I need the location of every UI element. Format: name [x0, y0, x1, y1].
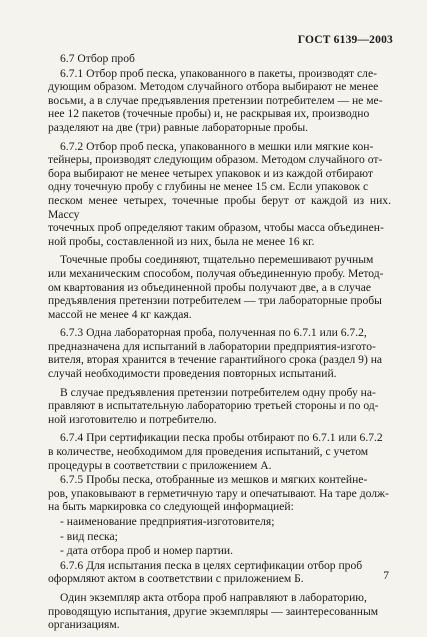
paragraph-6-7-2: 6.7.2 Отбор проб песка, упакованного в мешки или мягкие кон- тейнеры, производят следующим образом. Методом случайного от- бора выбирают не менее четырех упаковок и из каждой отбирают одну точечную пробу с глубины не менее 15 см. Если упаковок с песком менее четырех, точечные пробы берут от каждой из них. Массу точечных проб определяют таким образом, чтобы масса объединен- ной пробы, составленной из них, была не менее 16 кг.: [48, 139, 391, 248]
paragraph-6-7-5: 6.7.5 Пробы песка, отобранные из мешков и мягких контейне- ров, упаковывают в герметичную тару и опечатывают. На таре долж- на быть маркировка со следующей информацией:: [48, 473, 389, 514]
paragraph-claim-case: В случае предъявления претензии потребителем одну пробу на- правляют в испытательную лабораторию третьей стороны и по од- ной изготовителю и потребителю.: [48, 385, 379, 426]
document-body: [48, 52, 391, 637]
paragraph-6-7-6: 6.7.6 Для испытания песка в целях сертификации отбор проб оформляют актом в соответствии с приложением Б.: [48, 558, 363, 586]
paragraph-6-7-4: 6.7.4 При сертификации песка пробы отбирают по 6.7.1 или 6.7.2 в количестве, необходимом для проведения испытаний, с учетом процедуры в соответствии с приложением А.: [48, 431, 383, 472]
paragraph-point-samples: Точечные пробы соединяют, тщательно перемешивают ручным или механическим способом, получая объединенную пробу. Метод- ом квартования из объединенной пробы получают две, а в случае предъявления претензии потребителем — три лабораторные пробы массой не менее 4 кг каждая.: [48, 253, 384, 321]
paragraph-6-7-1: 6.7.1 Отбор проб песка, упакованного в пакеты, производят сле- дующим образом. Методом случайного отбора выбирают не менее восьми, а в случае предъявления претензии потребителем — не ме- нее 12 пакетов (точечные пробы) и, не раскрывая их, производно разделяют на две (три) равные лабораторные пробы.: [48, 66, 383, 134]
list-item: - дата отбора проб и номер партии.: [60, 544, 234, 558]
list-item: - вид песка;: [60, 529, 118, 543]
section-heading: 6.7 Отбор проб: [60, 52, 135, 65]
paragraph-6-7-3: 6.7.3 Одна лабораторная проба, полученная по 6.7.1 или 6.7.2, предназначена для испытаний в лаборатории предприятия-изгото- вителя, вторая хранится в течение гарантийного срока (раздел 9) на случай необходимости проведения повторных испытаний.: [48, 326, 383, 381]
page-number: 7: [383, 570, 389, 582]
document-code-header: ГОСТ 6139—2003: [297, 34, 393, 46]
paragraph-act-copies: Один экземпляр акта отбора проб направляют в лабораторию, проводящую испытания, другие экземпляры — заинтересованным организациям.: [48, 590, 379, 632]
list-item: - наименование предприятия-изготовителя;: [60, 515, 275, 528]
